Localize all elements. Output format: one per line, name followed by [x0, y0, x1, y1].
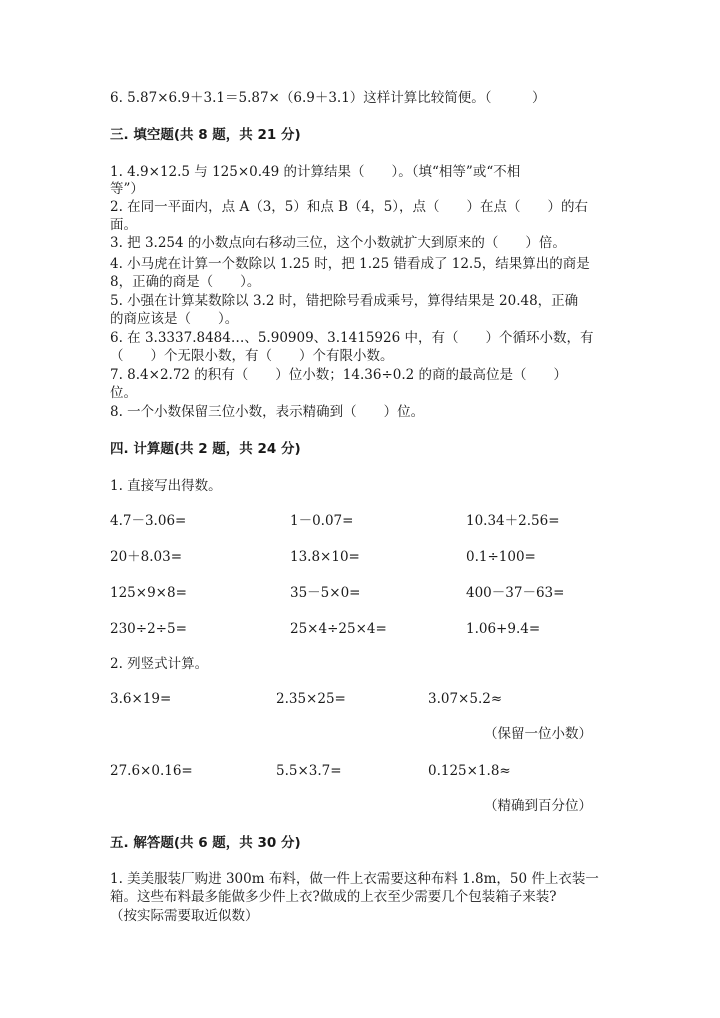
- fill-q3: 3. 把 3.254 的小数点向右移动三位，这个小数就扩大到原来的（ ）倍。: [110, 235, 566, 251]
- fill-q7-line1: 7. 8.4×2.72 的积有（ ）位小数；14.36÷0.2 的商的最高位是（ ）: [110, 367, 568, 383]
- calc-q2-title: 2. 列竖式计算。: [110, 656, 209, 672]
- mental-calc-item: 400－37－63=: [466, 585, 565, 601]
- mental-calc-item: 125×9×8=: [110, 585, 187, 601]
- mental-calc-item: 35－5×0=: [290, 585, 361, 601]
- solve-q1-line2: 箱。这些布料最多能做多少件上衣?做成的上衣至少需要几个包装箱子来装?: [110, 889, 557, 905]
- fill-q5-line2: 的商应该是（ ）。: [110, 311, 239, 327]
- vertical-calc-item: 0.125×1.8≈: [428, 763, 511, 779]
- mental-calc-item: 1.06+9.4=: [466, 621, 541, 637]
- rounding-note: （保留一位小数）: [484, 726, 592, 742]
- mental-calc-item: 13.8×10=: [290, 549, 360, 565]
- section-4-heading: 四. 计算题(共 2 题，共 24 分): [110, 441, 301, 457]
- mental-calc-item: 4.7－3.06=: [110, 513, 187, 529]
- fill-q1-line1: 1. 4.9×12.5 与 125×0.49 的计算结果（ ）。（填“相等”或“不相: [110, 164, 521, 180]
- vertical-calc-item: 5.5×3.7=: [276, 763, 342, 779]
- solve-q1-line1: 1. 美美服装厂购进 300m 布料，做一件上衣需要这种布料 1.8m，50 件上衣装一: [110, 871, 599, 887]
- vertical-calc-item: 27.6×0.16=: [110, 763, 193, 779]
- fill-q2-line1: 2. 在同一平面内，点 A（3，5）和点 B（4，5），点（ ）在点（ ）的右: [110, 199, 589, 215]
- mental-calc-item: 20＋8.03=: [110, 549, 183, 565]
- fill-q4-line1: 4. 小马虎在计算一个数除以 1.25 时，把 1.25 错看成了 12.5，结果算出的商是: [110, 256, 590, 272]
- prev-question-6: 6. 5.87×6.9＋3.1＝5.87×（6.9＋3.1）这样计算比较简便。（ ）: [110, 90, 546, 106]
- mental-calc-item: 25×4÷25×4=: [290, 621, 387, 637]
- fill-q1-line2: 等”）: [110, 181, 144, 197]
- fill-q2-line2: 面。: [110, 217, 137, 233]
- rounding-note: （精确到百分位）: [484, 798, 592, 814]
- calc-q1-title: 1. 直接写出得数。: [110, 478, 222, 494]
- fill-q5-line1: 5. 小强在计算某数除以 3.2 时，错把除号看成乘号，算得结果是 20.48，正确: [110, 293, 579, 309]
- fill-q6-line2: （ ）个无限小数，有（ ）个有限小数。: [110, 348, 394, 364]
- fill-q8: 8. 一个小数保留三位小数，表示精确到（ ）位。: [110, 404, 425, 420]
- section-3-heading: 三. 填空题(共 8 题，共 21 分): [110, 127, 301, 143]
- vertical-calc-item: 3.07×5.2≈: [428, 691, 503, 707]
- mental-calc-item: 10.34＋2.56=: [466, 513, 560, 529]
- solve-q1-line3: （按实际需要取近似数）: [110, 908, 259, 924]
- fill-q7-line2: 位。: [110, 385, 137, 401]
- section-5-heading: 五. 解答题(共 6 题，共 30 分): [110, 835, 301, 851]
- mental-calc-item: 0.1÷100=: [466, 549, 536, 565]
- vertical-calc-item: 2.35×25=: [276, 691, 346, 707]
- mental-calc-item: 230÷2÷5=: [110, 621, 187, 637]
- mental-calc-item: 1－0.07=: [290, 513, 354, 529]
- fill-q6-line1: 6. 在 3.3337.8484…、5.90909、3.1415926 中，有（ ）个循环小数，有: [110, 330, 594, 346]
- vertical-calc-item: 3.6×19=: [110, 691, 172, 707]
- fill-q4-line2: 8，正确的商是（ ）。: [110, 274, 261, 290]
